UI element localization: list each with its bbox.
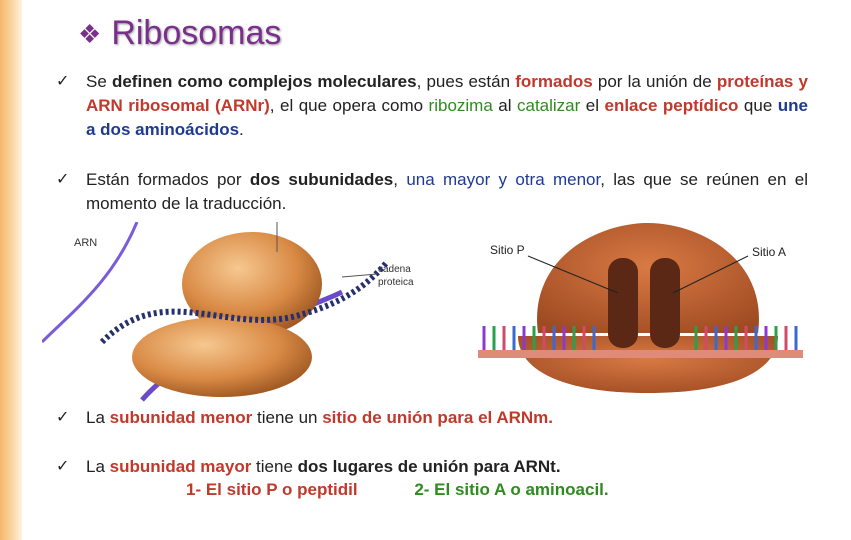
label-cadena: cadena [378, 264, 411, 275]
check-icon: ✓ [56, 73, 70, 90]
text-segment: Están formados por [86, 170, 250, 189]
text-segment: el [580, 96, 605, 115]
check-icon: ✓ [56, 458, 70, 475]
ribosome-schematic-figure [478, 218, 808, 398]
sitio-p-channel [608, 258, 638, 348]
text-segment: por la unión de [592, 72, 717, 91]
site-a-text: 2- El sitio A o aminoacil. [414, 480, 609, 499]
large-subunit-shape [537, 223, 759, 333]
text-segment: formados [515, 72, 593, 91]
left-decorative-bar [0, 0, 22, 540]
label-sitio-a: Sitio A [752, 245, 787, 259]
paragraph-subunits [56, 168, 808, 216]
site-p-text: 1- El sitio P o peptidil [186, 480, 358, 499]
text-segment: sitio de unión para el ARNm. [322, 408, 554, 427]
text-segment: , el que opera como [269, 96, 429, 115]
text-segment: subunidad menor [109, 408, 253, 427]
text-segment: catalizar [516, 96, 581, 115]
text-segment: La [86, 408, 110, 427]
text-segment: enlace peptídico [604, 96, 739, 115]
slide-title [78, 14, 281, 53]
text-segment: une a dos aminoácidos [86, 96, 809, 139]
text-segment: dos subunidades [249, 170, 394, 189]
paragraph-text [86, 168, 808, 216]
check-icon: ✓ [56, 409, 70, 426]
check-icon: ✓ [56, 171, 70, 188]
paragraph-text [86, 455, 808, 479]
text-segment: Se [86, 72, 112, 91]
text-segment: subunidad mayor [109, 457, 252, 476]
paragraph-text [86, 406, 808, 430]
text-segment: dos lugares de unión para ARNt. [297, 457, 561, 476]
text-segment: . [239, 120, 244, 139]
label-proteica: proteica [378, 277, 414, 288]
text-segment: , pues están [416, 72, 516, 91]
text-segment: proteínas y ARN ribosomal (ARNr) [86, 72, 808, 115]
paragraph-text [86, 70, 808, 142]
text-segment: tiene un [252, 408, 323, 427]
sitio-a-channel [650, 258, 680, 348]
ribosome-3d-figure [42, 222, 442, 402]
title-text: Ribosomas [111, 14, 282, 52]
text-segment: La [86, 457, 110, 476]
paragraph-major-subunit [56, 455, 808, 479]
diamond-bullet-icon: ❖ [78, 18, 102, 49]
small-subunit [132, 317, 312, 397]
text-segment: tiene [251, 457, 298, 476]
label-sitio-p: Sitio P [490, 243, 525, 257]
binding-sites-line [186, 480, 609, 500]
text-segment: , las que se reúnen en el momento de la traducción. [86, 170, 809, 213]
text-segment: al [492, 96, 517, 115]
text-segment: que [738, 96, 778, 115]
text-segment: definen como complejos moleculares [111, 72, 417, 91]
text-segment: ribozima [428, 96, 493, 115]
small-subunit-shape [518, 336, 778, 393]
text-segment: una mayor y otra menor [406, 170, 601, 189]
paragraph-definition [56, 70, 808, 142]
label-arn: ARN [74, 237, 98, 249]
paragraph-minor-subunit [56, 406, 808, 430]
text-segment: , [393, 170, 407, 189]
